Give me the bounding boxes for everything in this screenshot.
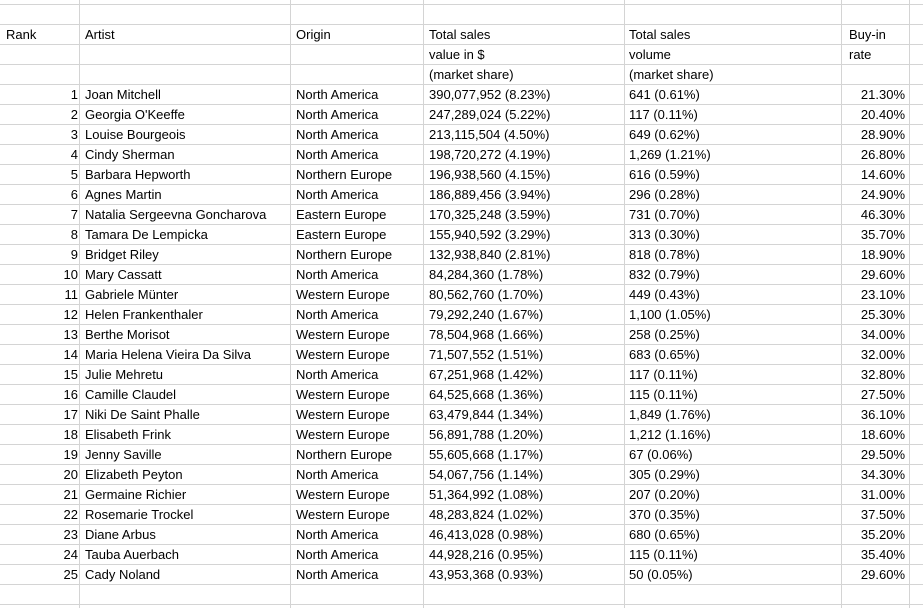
cell-total-sales-value[interactable]: 247,289,024 (5.22%)	[429, 107, 551, 122]
cell-rank[interactable]: 15	[63, 367, 78, 382]
cell-total-sales-volume[interactable]: 1,849 (1.76%)	[629, 407, 711, 422]
cell-buy-in-rate[interactable]: 20.40%	[860, 107, 905, 122]
cell-total-sales-volume[interactable]: 683 (0.65%)	[629, 347, 700, 362]
cell-rank[interactable]: 12	[63, 307, 78, 322]
cell-total-sales-volume[interactable]: 67 (0.06%)	[629, 447, 693, 462]
cell-rank[interactable]: 8	[70, 227, 78, 242]
cell-origin[interactable]: Western Europe	[296, 327, 390, 342]
cell-origin[interactable]: Eastern Europe	[296, 227, 387, 242]
cell-origin[interactable]: North America	[296, 187, 379, 202]
cell-buy-in-rate[interactable]: 35.70%	[860, 227, 905, 242]
cell-total-sales-value[interactable]: 198,720,272 (4.19%)	[429, 147, 551, 162]
cell-buy-in-rate[interactable]: 37.50%	[860, 507, 905, 522]
cell-buy-in-rate[interactable]: 32.00%	[860, 347, 905, 362]
cell-rank[interactable]: 14	[63, 347, 78, 362]
cell-total-sales-value[interactable]: 54,067,756 (1.14%)	[429, 467, 544, 482]
cell-total-sales-volume[interactable]: 258 (0.25%)	[629, 327, 700, 342]
cell-origin[interactable]: Western Europe	[296, 507, 390, 522]
cell-total-sales-volume[interactable]: 641 (0.61%)	[629, 87, 700, 102]
cell-artist[interactable]: Agnes Martin	[85, 187, 162, 202]
cell-artist[interactable]: Jenny Saville	[85, 447, 162, 462]
cell-rank[interactable]: 24	[63, 547, 78, 562]
cell-rank[interactable]: 1	[70, 87, 78, 102]
header-origin[interactable]: Origin	[296, 27, 331, 42]
cell-total-sales-value[interactable]: 55,605,668 (1.17%)	[429, 447, 544, 462]
cell-total-sales-value[interactable]: 48,283,824 (1.02%)	[429, 507, 544, 522]
cell-total-sales-value[interactable]: 44,928,216 (0.95%)	[429, 547, 544, 562]
cell-origin[interactable]: Western Europe	[296, 487, 390, 502]
cell-buy-in-rate[interactable]: 29.50%	[860, 447, 905, 462]
cell-buy-in-rate[interactable]: 14.60%	[860, 167, 905, 182]
cell-total-sales-value[interactable]: 132,938,840 (2.81%)	[429, 247, 551, 262]
cell-buy-in-rate[interactable]: 24.90%	[860, 187, 905, 202]
cell-total-sales-value[interactable]: 80,562,760 (1.70%)	[429, 287, 544, 302]
cell-total-sales-volume[interactable]: 731 (0.70%)	[629, 207, 700, 222]
cell-artist[interactable]: Niki De Saint Phalle	[85, 407, 200, 422]
cell-artist[interactable]: Joan Mitchell	[85, 87, 161, 102]
cell-origin[interactable]: Western Europe	[296, 347, 390, 362]
cell-origin[interactable]: North America	[296, 87, 379, 102]
cell-buy-in-rate[interactable]: 32.80%	[860, 367, 905, 382]
cell-rank[interactable]: 6	[70, 187, 78, 202]
cell-buy-in-rate[interactable]: 35.20%	[860, 527, 905, 542]
cell-buy-in-rate[interactable]: 26.80%	[860, 147, 905, 162]
cell-artist[interactable]: Mary Cassatt	[85, 267, 162, 282]
cell-total-sales-volume[interactable]: 305 (0.29%)	[629, 467, 700, 482]
cell-buy-in-rate[interactable]: 23.10%	[860, 287, 905, 302]
cell-origin[interactable]: Eastern Europe	[296, 207, 387, 222]
cell-rank[interactable]: 20	[63, 467, 78, 482]
cell-origin[interactable]: North America	[296, 107, 379, 122]
header-total-sales-volume-line3[interactable]: (market share)	[629, 67, 714, 82]
cell-artist[interactable]: Rosemarie Trockel	[85, 507, 194, 522]
cell-buy-in-rate[interactable]: 29.60%	[860, 567, 905, 582]
cell-artist[interactable]: Cindy Sherman	[85, 147, 175, 162]
cell-origin[interactable]: North America	[296, 367, 379, 382]
cell-artist[interactable]: Cady Noland	[85, 567, 161, 582]
cell-buy-in-rate[interactable]: 29.60%	[860, 267, 905, 282]
cell-total-sales-volume[interactable]: 832 (0.79%)	[629, 267, 700, 282]
header-rank[interactable]: Rank	[6, 27, 37, 42]
cell-total-sales-volume[interactable]: 207 (0.20%)	[629, 487, 700, 502]
cell-total-sales-value[interactable]: 56,891,788 (1.20%)	[429, 427, 544, 442]
cell-origin[interactable]: Western Europe	[296, 407, 390, 422]
cell-origin[interactable]: Western Europe	[296, 287, 390, 302]
cell-total-sales-volume[interactable]: 1,269 (1.21%)	[629, 147, 711, 162]
cell-buy-in-rate[interactable]: 21.30%	[860, 87, 905, 102]
cell-artist[interactable]: Elisabeth Frink	[85, 427, 171, 442]
cell-total-sales-volume[interactable]: 50 (0.05%)	[629, 567, 693, 582]
cell-rank[interactable]: 11	[64, 287, 78, 302]
cell-total-sales-volume[interactable]: 370 (0.35%)	[629, 507, 700, 522]
cell-total-sales-value[interactable]: 46,413,028 (0.98%)	[429, 527, 544, 542]
cell-total-sales-volume[interactable]: 296 (0.28%)	[629, 187, 700, 202]
cell-rank[interactable]: 18	[63, 427, 78, 442]
header-buy-in-rate-line2[interactable]: rate	[849, 47, 872, 62]
cell-rank[interactable]: 4	[70, 147, 78, 162]
cell-rank[interactable]: 2	[70, 107, 78, 122]
cell-total-sales-value[interactable]: 71,507,552 (1.51%)	[429, 347, 544, 362]
header-total-sales-volume-line2[interactable]: volume	[629, 47, 671, 62]
cell-buy-in-rate[interactable]: 34.30%	[860, 467, 905, 482]
cell-total-sales-value[interactable]: 78,504,968 (1.66%)	[429, 327, 544, 342]
cell-buy-in-rate[interactable]: 36.10%	[860, 407, 905, 422]
cell-total-sales-value[interactable]: 63,479,844 (1.34%)	[429, 407, 544, 422]
cell-artist[interactable]: Berthe Morisot	[85, 327, 170, 342]
cell-origin[interactable]: Western Europe	[296, 427, 390, 442]
header-buy-in-rate-line1[interactable]: Buy-in	[849, 27, 886, 42]
cell-rank[interactable]: 23	[63, 527, 78, 542]
cell-total-sales-volume[interactable]: 649 (0.62%)	[629, 127, 700, 142]
cell-buy-in-rate[interactable]: 18.60%	[860, 427, 905, 442]
cell-total-sales-value[interactable]: 43,953,368 (0.93%)	[429, 567, 544, 582]
cell-buy-in-rate[interactable]: 18.90%	[860, 247, 905, 262]
header-total-sales-volume-line1[interactable]: Total sales	[629, 27, 691, 42]
cell-artist[interactable]: Julie Mehretu	[85, 367, 164, 382]
cell-origin[interactable]: North America	[296, 527, 379, 542]
cell-total-sales-volume[interactable]: 1,100 (1.05%)	[629, 307, 711, 322]
cell-buy-in-rate[interactable]: 28.90%	[860, 127, 905, 142]
cell-total-sales-value[interactable]: 170,325,248 (3.59%)	[429, 207, 551, 222]
cell-artist[interactable]: Tauba Auerbach	[85, 547, 179, 562]
cell-total-sales-value[interactable]: 84,284,360 (1.78%)	[429, 267, 544, 282]
cell-artist[interactable]: Helen Frankenthaler	[85, 307, 203, 322]
cell-buy-in-rate[interactable]: 35.40%	[860, 547, 905, 562]
cell-artist[interactable]: Natalia Sergeevna Goncharova	[85, 207, 267, 222]
cell-total-sales-volume[interactable]: 449 (0.43%)	[629, 287, 700, 302]
cell-total-sales-value[interactable]: 390,077,952 (8.23%)	[429, 87, 551, 102]
cell-buy-in-rate[interactable]: 46.30%	[860, 207, 905, 222]
cell-total-sales-volume[interactable]: 117 (0.11%)	[629, 107, 698, 122]
cell-origin[interactable]: North America	[296, 567, 379, 582]
cell-total-sales-volume[interactable]: 117 (0.11%)	[629, 367, 698, 382]
cell-total-sales-value[interactable]: 196,938,560 (4.15%)	[429, 167, 551, 182]
header-total-sales-value-line1[interactable]: Total sales	[429, 27, 491, 42]
cell-buy-in-rate[interactable]: 27.50%	[860, 387, 905, 402]
cell-total-sales-value[interactable]: 79,292,240 (1.67%)	[429, 307, 544, 322]
cell-origin[interactable]: Northern Europe	[296, 447, 393, 462]
cell-artist[interactable]: Elizabeth Peyton	[85, 467, 183, 482]
cell-artist[interactable]: Georgia O'Keeffe	[85, 107, 185, 122]
header-artist[interactable]: Artist	[85, 27, 115, 42]
cell-total-sales-value[interactable]: 155,940,592 (3.29%)	[429, 227, 551, 242]
cell-artist[interactable]: Tamara De Lempicka	[85, 227, 208, 242]
cell-rank[interactable]: 5	[70, 167, 78, 182]
cell-rank[interactable]: 10	[63, 267, 78, 282]
cell-artist[interactable]: Barbara Hepworth	[85, 167, 191, 182]
cell-rank[interactable]: 19	[63, 447, 78, 462]
cell-rank[interactable]: 16	[63, 387, 78, 402]
cell-total-sales-value[interactable]: 67,251,968 (1.42%)	[429, 367, 544, 382]
cell-rank[interactable]: 22	[63, 507, 78, 522]
cell-origin[interactable]: Northern Europe	[296, 167, 393, 182]
header-total-sales-value-line3[interactable]: (market share)	[429, 67, 514, 82]
cell-artist[interactable]: Louise Bourgeois	[85, 127, 186, 142]
cell-total-sales-volume[interactable]: 313 (0.30%)	[629, 227, 700, 242]
cell-total-sales-volume[interactable]: 818 (0.78%)	[629, 247, 700, 262]
cell-buy-in-rate[interactable]: 34.00%	[860, 327, 905, 342]
cell-rank[interactable]: 13	[63, 327, 78, 342]
header-total-sales-value-line2[interactable]: value in $	[429, 47, 485, 62]
cell-rank[interactable]: 25	[63, 567, 78, 582]
cell-buy-in-rate[interactable]: 31.00%	[860, 487, 905, 502]
cell-origin[interactable]: Northern Europe	[296, 247, 393, 262]
cell-rank[interactable]: 21	[63, 487, 78, 502]
cell-origin[interactable]: North America	[296, 147, 379, 162]
cell-origin[interactable]: North America	[296, 307, 379, 322]
cell-total-sales-value[interactable]: 51,364,992 (1.08%)	[429, 487, 544, 502]
cell-total-sales-value[interactable]: 64,525,668 (1.36%)	[429, 387, 544, 402]
cell-rank[interactable]: 17	[63, 407, 78, 422]
cell-artist[interactable]: Gabriele Münter	[85, 287, 179, 302]
cell-origin[interactable]: North America	[296, 467, 379, 482]
cell-rank[interactable]: 7	[70, 207, 78, 222]
cell-origin[interactable]: North America	[296, 267, 379, 282]
cell-total-sales-volume[interactable]: 680 (0.65%)	[629, 527, 700, 542]
cell-origin[interactable]: North America	[296, 127, 379, 142]
cell-rank[interactable]: 3	[70, 127, 78, 142]
cell-artist[interactable]: Germaine Richier	[85, 487, 187, 502]
cell-rank[interactable]: 9	[70, 247, 78, 262]
cell-buy-in-rate[interactable]: 25.30%	[860, 307, 905, 322]
cell-total-sales-volume[interactable]: 616 (0.59%)	[629, 167, 700, 182]
cell-origin[interactable]: Western Europe	[296, 387, 390, 402]
cell-artist[interactable]: Bridget Riley	[85, 247, 159, 262]
cell-total-sales-volume[interactable]: 115 (0.11%)	[629, 387, 698, 402]
cell-artist[interactable]: Camille Claudel	[85, 387, 177, 402]
cell-total-sales-value[interactable]: 213,115,504 (4.50%)	[429, 127, 550, 142]
cell-total-sales-volume[interactable]: 1,212 (1.16%)	[629, 427, 711, 442]
cell-total-sales-volume[interactable]: 115 (0.11%)	[629, 547, 698, 562]
cell-origin[interactable]: North America	[296, 547, 379, 562]
cell-total-sales-value[interactable]: 186,889,456 (3.94%)	[429, 187, 551, 202]
cell-artist[interactable]: Diane Arbus	[85, 527, 156, 542]
cell-artist[interactable]: Maria Helena Vieira Da Silva	[85, 347, 251, 362]
